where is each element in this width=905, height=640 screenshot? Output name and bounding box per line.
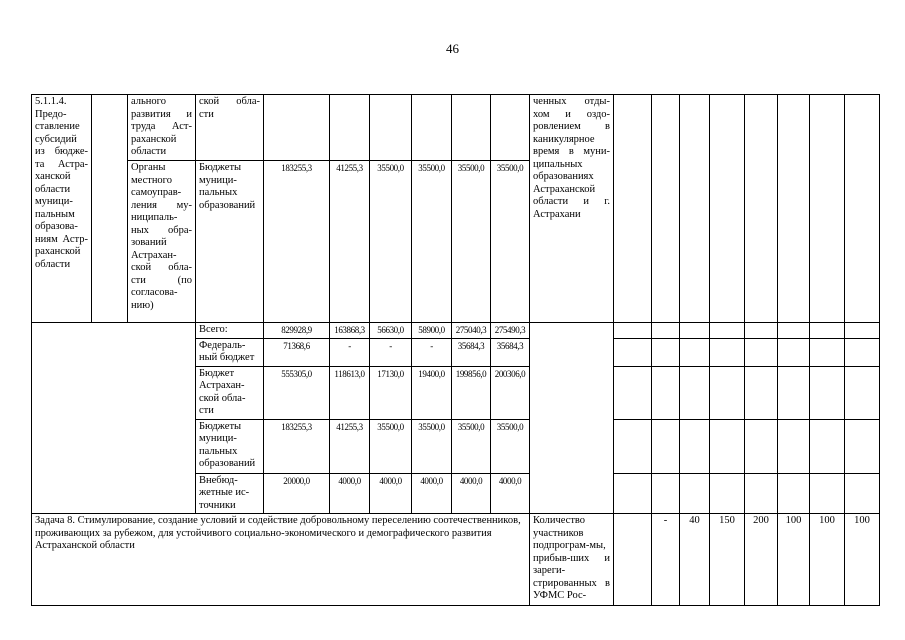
value-cell: - bbox=[652, 514, 680, 606]
value-cell: 41255,3 bbox=[330, 419, 370, 473]
measure-code-cell: 5.1.1.4. Предо-ставление субсидий из бюдже-та Астра-ханской области муници-пальным образова-ниям Астр-раханской области bbox=[32, 95, 92, 323]
value-cell: 4000,0 bbox=[370, 473, 412, 514]
value-cell: 35500,0 bbox=[370, 419, 412, 473]
value-cell: 4000,0 bbox=[330, 473, 370, 514]
value-cell: 4000,0 bbox=[412, 473, 452, 514]
value-cell: - bbox=[370, 338, 412, 366]
value-cell: 150 bbox=[710, 514, 745, 606]
value-cell: 40 bbox=[680, 514, 710, 606]
value-cell: 35500,0 bbox=[370, 161, 412, 323]
value-cell: 58900,0 bbox=[412, 323, 452, 339]
value-cell: 35500,0 bbox=[452, 161, 491, 323]
value-cell: - bbox=[412, 338, 452, 366]
value-cell: 183255,3 bbox=[264, 419, 330, 473]
totals-label: Бюджет Астрахан-ской обла-сти bbox=[196, 366, 264, 419]
page-number: 46 bbox=[446, 41, 459, 56]
executor-cell: Органы местного самоуправ-ления му-ниципаль-ных обра-зований Астрахан-ской обла-сти (по согласова-нию) bbox=[128, 161, 196, 323]
totals-label: Внебюд-жетные ис-точники bbox=[196, 473, 264, 514]
totals-label: Федераль-ный бюджет bbox=[196, 338, 264, 366]
value-cell: 100 bbox=[810, 514, 845, 606]
value-cell: 56630,0 bbox=[370, 323, 412, 339]
value-cell: 4000,0 bbox=[452, 473, 491, 514]
task-8-text: Задача 8. Стимулирование, создание условий и содействие добровольному переселению соотечественников, проживающих за рубежом, для устойчивого социально-экономического и демографического развития Астраханской области bbox=[32, 514, 530, 606]
value-cell: 183255,3 bbox=[264, 161, 330, 323]
indicator-cell: ченных отды-хом и оздо-ровлением в каникулярное время в муни-ципальных образованиях Астраханской области и г. Астрахани bbox=[530, 95, 614, 323]
program-table bbox=[31, 94, 880, 606]
executor-cell: ального развития и труда Аст-раханской области bbox=[128, 95, 196, 161]
table-row bbox=[32, 95, 880, 161]
value-cell: 35684,3 bbox=[452, 338, 491, 366]
value-cell: 71368,6 bbox=[264, 338, 330, 366]
value-cell: 41255,3 bbox=[330, 161, 370, 323]
value-cell: 555305,0 bbox=[264, 366, 330, 419]
value-cell: 118613,0 bbox=[330, 366, 370, 419]
value-cell: 35500,0 bbox=[491, 161, 530, 323]
value-cell: 100 bbox=[845, 514, 880, 606]
indicator-cell: Количество участников подпрограм-мы, прибыв-ших и зареги-стрированных в УФМС Рос- bbox=[530, 514, 614, 606]
value-cell: 35500,0 bbox=[412, 419, 452, 473]
value-cell: 200306,0 bbox=[491, 366, 530, 419]
value-cell: 19400,0 bbox=[412, 366, 452, 419]
totals-row bbox=[32, 323, 880, 339]
value-cell: 275490,3 bbox=[491, 323, 530, 339]
totals-label: Бюджеты муници-пальных образований bbox=[196, 419, 264, 473]
value-cell: 20000,0 bbox=[264, 473, 330, 514]
value-cell: - bbox=[330, 338, 370, 366]
value-cell: 35500,0 bbox=[412, 161, 452, 323]
task-row bbox=[32, 514, 880, 606]
totals-label: Всего: bbox=[196, 323, 264, 339]
value-cell: 35500,0 bbox=[491, 419, 530, 473]
value-cell: 829928,9 bbox=[264, 323, 330, 339]
value-cell: 199856,0 bbox=[452, 366, 491, 419]
value-cell: 100 bbox=[778, 514, 810, 606]
source-cell: Бюджеты муници-пальных образований bbox=[196, 161, 264, 323]
value-cell: 4000,0 bbox=[491, 473, 530, 514]
value-cell: 17130,0 bbox=[370, 366, 412, 419]
value-cell: 35684,3 bbox=[491, 338, 530, 366]
value-cell: 35500,0 bbox=[452, 419, 491, 473]
value-cell: 200 bbox=[745, 514, 778, 606]
value-cell: 275040,3 bbox=[452, 323, 491, 339]
value-cell bbox=[614, 514, 652, 606]
value-cell: 163868,3 bbox=[330, 323, 370, 339]
source-cell: ской обла-сти bbox=[196, 95, 264, 161]
